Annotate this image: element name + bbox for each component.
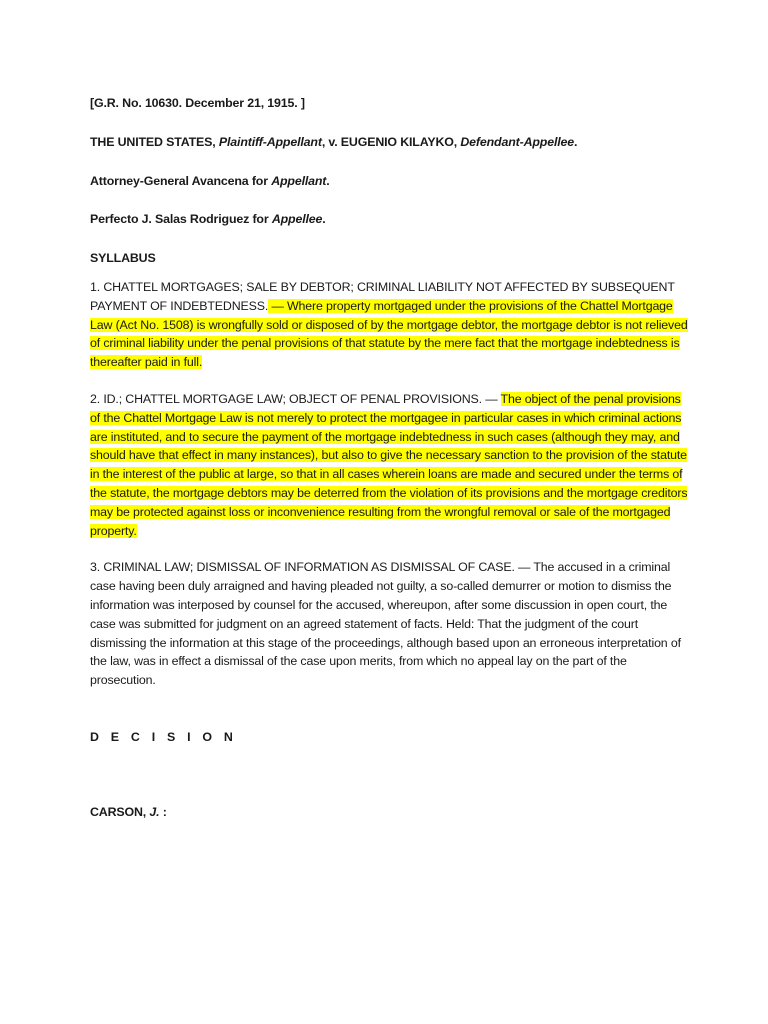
syllabus-item-2-head: 2. ID.; CHATTEL MORTGAGE LAW; OBJECT OF PENAL PROVISIONS. — bbox=[90, 391, 498, 406]
syllabus-heading: SYLLABUS bbox=[90, 251, 156, 266]
case-citation: [G.R. No. 10630. December 21, 1915. ] bbox=[90, 96, 305, 110]
syllabus-item-3-head: 3. CRIMINAL LAW; DISMISSAL OF INFORMATION AS DISMISSAL OF CASE. bbox=[90, 560, 515, 575]
defendant-role: Defendant-Appellee bbox=[460, 134, 575, 149]
document-body bbox=[90, 94, 690, 822]
appellant-period: . bbox=[326, 173, 330, 188]
author-suffix: : bbox=[159, 804, 167, 819]
versus-defendant: , v. EUGENIO KILAYKO, bbox=[321, 134, 458, 149]
syllabus-item-3 bbox=[90, 558, 690, 690]
author-name: CARSON, bbox=[90, 804, 147, 819]
syllabus-item-2 bbox=[90, 390, 690, 540]
syllabus-item-2-body-highlighted: The object of the penal provisions of the Chattel Mortgage Law is not merely to protect the mortgagee in particular cases in which criminal actions are instituted, and to secure the payment of the mortgage indebtedness in such cases (although they may, and should have that effect in many instances), but also to give the necessary sanction to the provision of the statute in the interest of the public at large, so that in all cases wherein loans are made and secured under the terms of the statute, the mortgage debtors may be deterred from the violation of its provisions and the mortgage creditors may be protected against loss or inconvenience resulting from the wrongful removal or sale of the mortgaged property. bbox=[90, 391, 688, 538]
opinion-author bbox=[90, 803, 690, 822]
parties-period: . bbox=[574, 134, 578, 149]
appellee-period: . bbox=[322, 212, 326, 227]
syllabus-item-1-body-highlighted: — Where property mortgaged under the provisions of the Chattel Mortgage Law (Act No. 1508) is wrongfully sold or disposed of by the mortgage debtor, the mortgage debtor is not relieved of criminal liability under the penal provisions of that statute by the mere fact that the mortgage indebtedness is thereafter paid in full. bbox=[90, 298, 688, 370]
appellant-role: Appellant bbox=[271, 173, 327, 188]
decision-heading: D E C I S I O N bbox=[90, 729, 237, 744]
appellee-counsel-name: Perfecto J. Salas Rodriguez for bbox=[90, 212, 269, 227]
plaintiff-role: Plaintiff-Appellant bbox=[218, 134, 322, 149]
plaintiff-name: THE UNITED STATES, bbox=[90, 134, 216, 149]
case-parties bbox=[90, 133, 690, 152]
appellee-role: Appellee bbox=[271, 212, 323, 227]
appellant-counsel-name: Attorney-General Avancena for bbox=[90, 173, 268, 188]
appellant-counsel bbox=[90, 172, 690, 191]
syllabus-item-3-body: — The accused in a criminal case having been duly arraigned and having pleaded not guilty, a so-called demurrer or motion to dismiss the information was interposed by counsel for the accused, whereupon, after some discussion in open court, the case was submitted for judgment on an agreed statement of facts. Held: That the judgment of the court dismissing the information at this stage of the proceedings, although based upon an erroneous interpretation of the law, was in effect a dismissal of the case upon merits, from which no appeal lay on the part of the prosecution. bbox=[90, 560, 681, 688]
syllabus-item-1 bbox=[90, 278, 690, 372]
syllabus-item-1-head: 1. CHATTEL MORTGAGES; SALE BY DEBTOR; CRIMINAL LIABILITY NOT AFFECTED BY SUBSEQUENT PAYMENT OF INDEBTEDNESS. bbox=[90, 279, 675, 313]
author-title: J. bbox=[149, 804, 160, 819]
appellee-counsel bbox=[90, 210, 690, 229]
